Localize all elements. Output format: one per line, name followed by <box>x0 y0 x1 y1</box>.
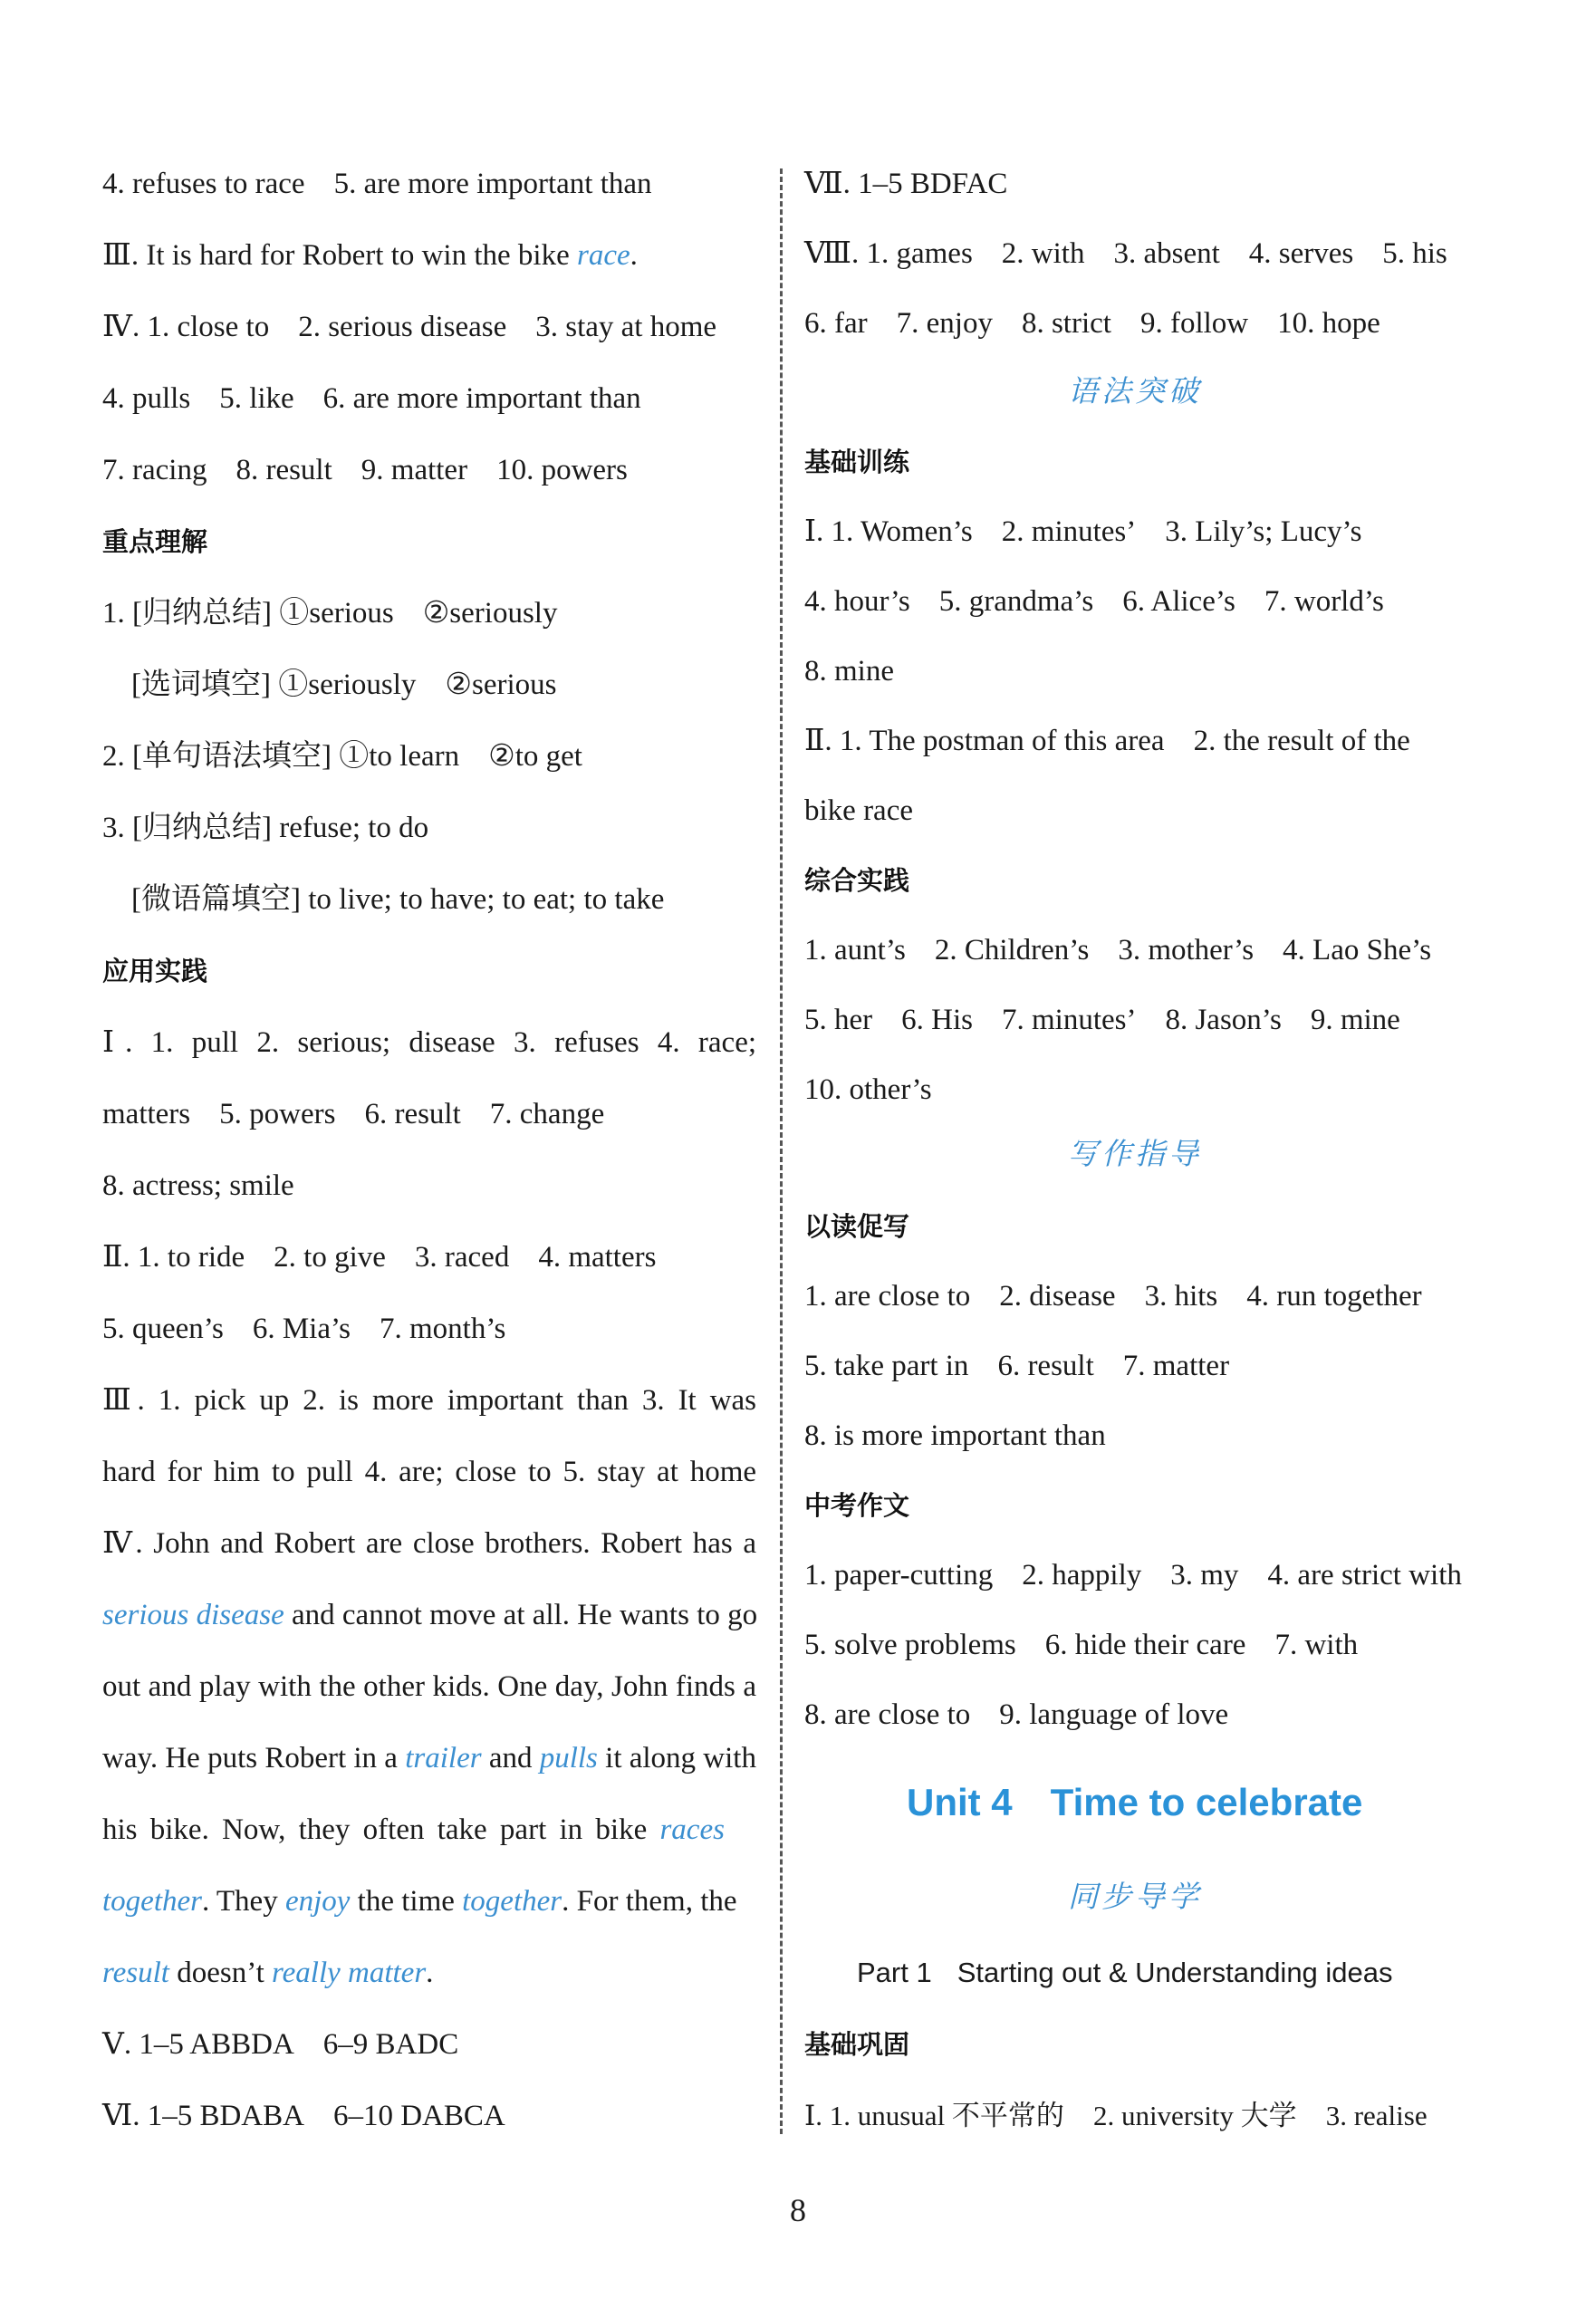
answer-line: 4. pulls 5. like 6. are more important than <box>102 382 641 415</box>
answer-line: Ⅷ. 1. games 2. with 3. absent 4. serves 5. his <box>804 237 1447 270</box>
page-number: 8 <box>790 2192 806 2228</box>
answer-line: 8. actress; smile <box>102 1169 294 1202</box>
section-heading: 综合实践 <box>804 865 910 896</box>
answer-line: [选词填空] ①seriously ②serious <box>131 668 557 701</box>
passage-line: his bike. Now, they often take part in bike races <box>102 1813 725 1846</box>
answer-line: Ⅲ. 1. pick up 2. is more important than 3. It was <box>102 1384 757 1417</box>
column-divider <box>780 168 783 2134</box>
answer-line: 8. mine <box>804 655 894 688</box>
section-title: 语法突破 <box>1068 373 1202 409</box>
passage-line: serious disease and cannot move at all. He wants to go <box>102 1599 758 1631</box>
answer-line: Ⅱ. 1. The postman of this area 2. the result of the <box>804 725 1410 757</box>
passage-line: way. He puts Robert in a trailer and pulls it along with <box>102 1742 756 1775</box>
answer-line: Ⅲ. It is hard for Robert to win the bike race. <box>102 239 638 272</box>
answer-line: 1. are close to 2. disease 3. hits 4. run together <box>804 1280 1422 1313</box>
answer-line: 1. paper-cutting 2. happily 3. my 4. are strict with <box>804 1559 1462 1592</box>
section-heading: 以读促写 <box>804 1211 910 1242</box>
answer-line: hard for him to pull 4. are; close to 5. stay at home <box>102 1456 757 1488</box>
section-heading: 应用实践 <box>102 956 208 986</box>
passage-line: result doesn’t really matter. <box>102 1957 434 1989</box>
section-heading: 基础巩固 <box>804 2029 910 2060</box>
section-title: 写作指导 <box>1068 1136 1202 1171</box>
answer-line: 2. [单句语法填空] ①to learn ②to get <box>102 740 582 773</box>
passage-line: out and play with the other kids. One day, John finds a <box>102 1670 756 1703</box>
answer-line: Ⅱ. 1. to ride 2. to give 3. raced 4. matters <box>102 1241 657 1274</box>
answer-line: 5. take part in 6. result 7. matter <box>804 1350 1230 1382</box>
section-title: 同步导学 <box>1068 1879 1202 1914</box>
section-heading: 中考作文 <box>804 1490 910 1521</box>
answer-line: 5. her 6. His 7. minutes’ 8. Jason’s 9. mine <box>804 1004 1400 1036</box>
answer-line: 4. refuses to race 5. are more important than <box>102 168 652 200</box>
answer-line: matters 5. powers 6. result 7. change <box>102 1098 605 1130</box>
answer-line: 1. [归纳总结] ①serious ②seriously <box>102 597 558 630</box>
answer-line: 6. far 7. enjoy 8. strict 9. follow 10. hope <box>804 307 1380 340</box>
answer-line: 1. aunt’s 2. Children’s 3. mother’s 4. Lao She’s <box>804 934 1432 967</box>
answer-line: 10. other’s <box>804 1073 932 1106</box>
answer-line: 4. hour’s 5. grandma’s 6. Alice’s 7. world’s <box>804 585 1384 618</box>
answer-line: Ⅴ. 1–5 ABBDA 6–9 BADC <box>102 2028 459 2061</box>
answer-line: Ⅵ. 1–5 BDABA 6–10 DABCA <box>102 2100 505 2132</box>
answer-line: 3. [归纳总结] refuse; to do <box>102 812 429 844</box>
answer-line: 8. are close to 9. language of love <box>804 1698 1229 1731</box>
part-title: Part 1 Starting out & Understanding ideas <box>857 1957 1393 1988</box>
answer-line: 5. solve problems 6. hide their care 7. with <box>804 1629 1359 1661</box>
answer-line: Ⅰ. 1. pull 2. serious; disease 3. refuses 4. race; <box>102 1026 757 1059</box>
section-heading: 基础训练 <box>804 447 910 477</box>
answer-line: [微语篇填空] to live; to have; to eat; to take <box>131 883 665 916</box>
answer-line: 8. is more important than <box>804 1419 1106 1452</box>
passage-line: together. They enjoy the time together. For them, the <box>102 1885 737 1918</box>
section-heading: 重点理解 <box>102 526 208 557</box>
answer-line: Ⅳ. 1. close to 2. serious disease 3. stay at home <box>102 311 717 343</box>
answer-line: Ⅰ. 1. Women’s 2. minutes’ 3. Lily’s; Lucy’s <box>804 515 1362 548</box>
unit-title: Unit 4 Time to celebrate <box>907 1781 1363 1823</box>
answer-line: 5. queen’s 6. Mia’s 7. month’s <box>102 1313 506 1345</box>
answer-line: Ⅶ. 1–5 BDFAC <box>804 168 1008 200</box>
answer-line: Ⅰ. 1. unusual 不平常的 2. university 大学 3. realise <box>804 2100 1428 2131</box>
answer-line: 7. racing 8. result 9. matter 10. powers <box>102 454 628 486</box>
passage-line: Ⅳ. John and Robert are close brothers. Robert has a <box>102 1527 756 1560</box>
answer-line: bike race <box>804 794 913 827</box>
